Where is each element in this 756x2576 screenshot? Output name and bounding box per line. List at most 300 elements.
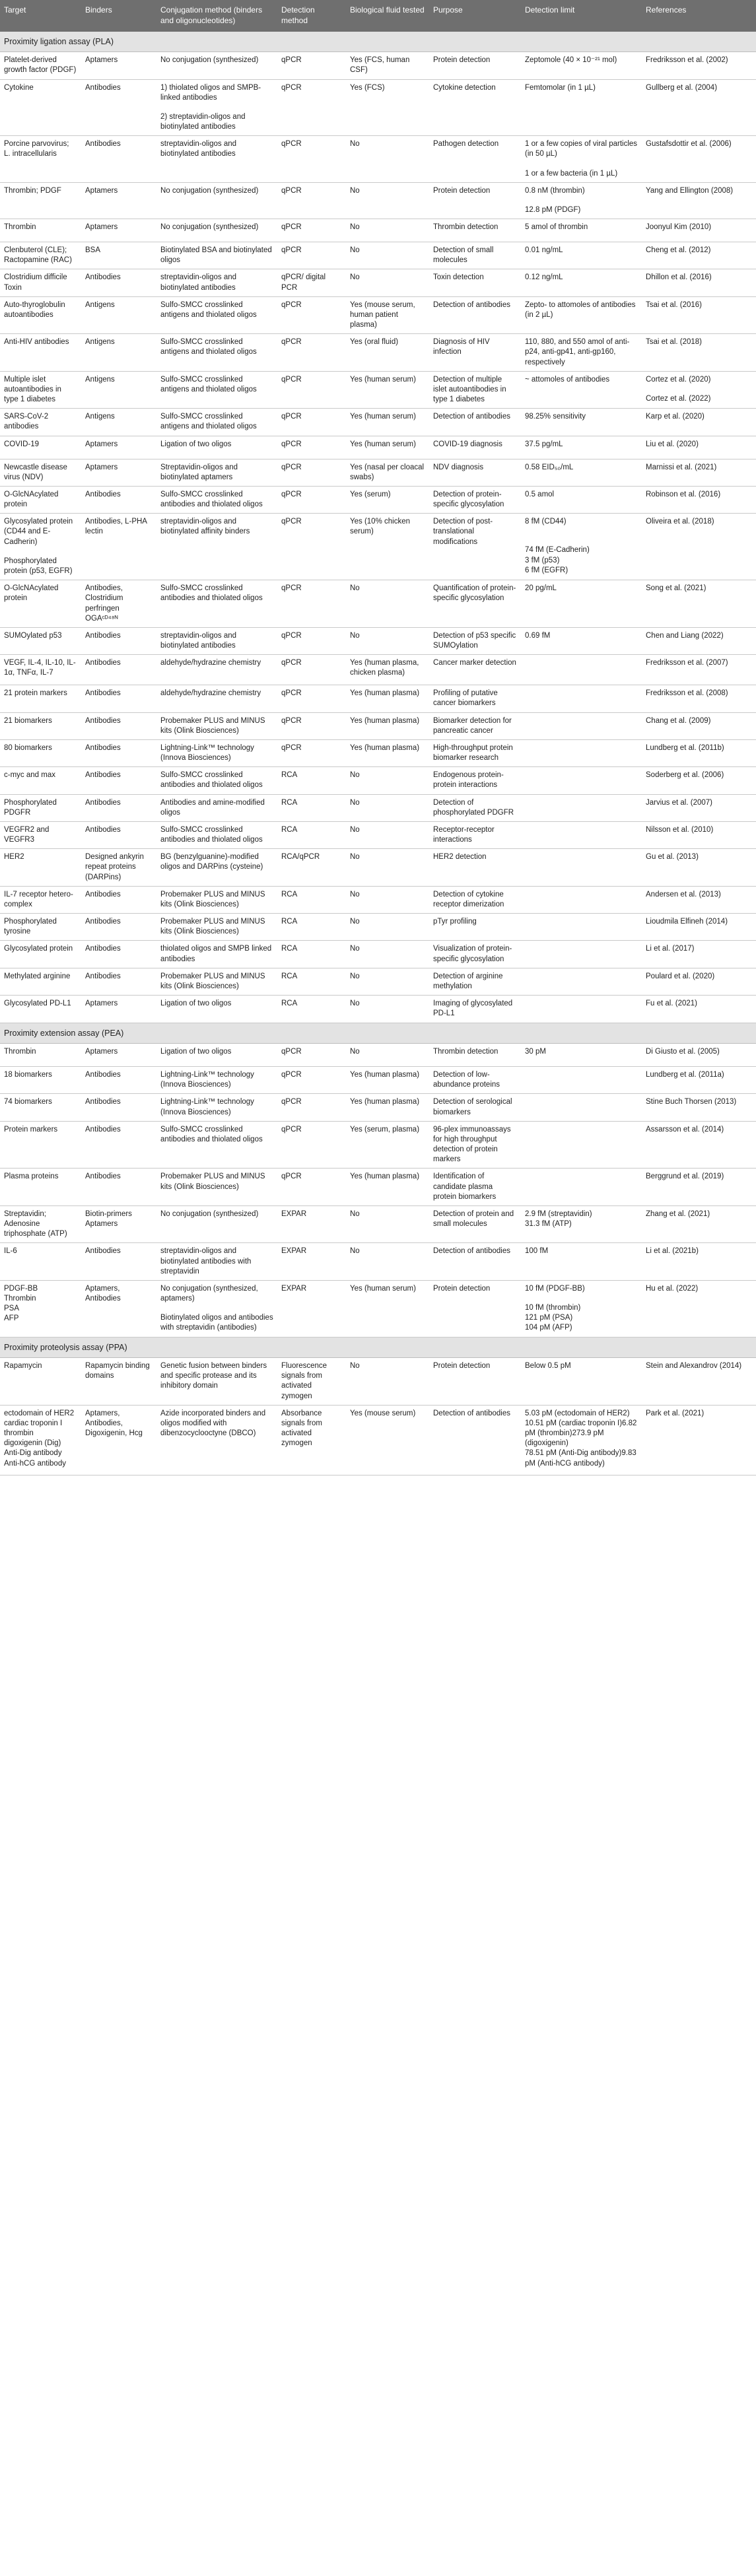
- cell-line: Detection of multiple islet autoantibodies in type 1 diabetes: [433, 375, 506, 404]
- cell-detection-method: [277, 1121, 346, 1169]
- cell-line: Aptamers: [85, 186, 118, 195]
- cell-detection-limit: [521, 712, 642, 739]
- cell-line: Glycosylated protein: [4, 945, 73, 953]
- cell-purpose: [429, 1044, 521, 1067]
- cell-line: Lundberg et al. (2011a): [646, 1071, 724, 1079]
- cell-line: Aptamers: [85, 440, 118, 448]
- cell-line: qPCR: [281, 1071, 302, 1079]
- cell-line: Marnissi et al. (2021): [646, 463, 717, 471]
- table-row: [0, 685, 756, 712]
- cell-line: Detection of antibodies: [433, 1247, 510, 1256]
- cell-line: Chang et al. (2009): [646, 716, 711, 725]
- cell-detection-limit: [521, 514, 642, 580]
- cell-line: 2) streptavidin-oligos and biotinylated antibodies: [160, 112, 246, 131]
- cell-detection-limit: [521, 296, 642, 334]
- cell-purpose: [429, 712, 521, 739]
- cell-line: qPCR: [281, 463, 302, 471]
- cell-detection-limit: [521, 52, 642, 79]
- cell-binders: [81, 1358, 156, 1406]
- cell-purpose: [429, 941, 521, 968]
- cell-line: Antigens: [85, 375, 115, 384]
- cell-line: qPCR: [281, 440, 302, 448]
- cell-line: Receptor-receptor interactions: [433, 825, 495, 844]
- cell-target: [0, 371, 81, 409]
- section-title: Proximity proteolysis assay (PPA): [0, 1337, 756, 1358]
- cell-line: EXPAR: [281, 1284, 307, 1293]
- cell-line: qPCR: [281, 689, 302, 698]
- header-target: Target: [0, 0, 81, 32]
- cell-line: [525, 196, 638, 205]
- cell-fluid: [346, 486, 429, 513]
- cell-line: Diagnosis of HIV infection: [433, 338, 490, 356]
- cell-binders: [81, 182, 156, 219]
- cell-detection-method: [277, 1169, 346, 1206]
- table-row: [0, 1358, 756, 1406]
- table-row: [0, 914, 756, 941]
- cell-fluid: [346, 409, 429, 436]
- cell-line: streptavidin-oligos and biotinylated antibodies: [160, 631, 237, 650]
- cell-line: Antibodies: [85, 825, 121, 834]
- cell-line: No: [350, 1362, 360, 1371]
- cell-line: Thrombin detection: [433, 1048, 498, 1056]
- cell-line: Identification of candidate plasma protein biomarkers: [433, 1172, 497, 1201]
- cell-fluid: [346, 79, 429, 136]
- cell-line: EXPAR: [281, 1247, 307, 1256]
- cell-purpose: [429, 409, 521, 436]
- cell-line: 0.8 nM (thrombin): [525, 186, 585, 195]
- cell-line: Ligation of two oligos: [160, 440, 232, 448]
- cell-line: Jarvius et al. (2007): [646, 798, 712, 807]
- cell-detection-method: [277, 459, 346, 486]
- cell-line: Soderberg et al. (2006): [646, 771, 724, 780]
- cell-fluid: [346, 685, 429, 712]
- cell-line: qPCR: [281, 338, 302, 347]
- cell-line: Cheng et al. (2012): [646, 246, 711, 255]
- cell-line: Lightning-Link™ technology (Innova Biosciences): [160, 743, 254, 763]
- cell-line: 110, 880, and 550 amol of anti-p24, anti-gp41, anti-gp160, respectively: [525, 338, 630, 366]
- table-row: [0, 296, 756, 334]
- cell-detection-method: [277, 849, 346, 887]
- cell-detection-method: [277, 655, 346, 685]
- cell-conjugation: [156, 1243, 277, 1281]
- cell-binders: [81, 655, 156, 685]
- cell-detection-method: [277, 685, 346, 712]
- cell-line: Probemaker PLUS and MINUS kits (Olink Biosciences): [160, 972, 265, 990]
- cell-line: [525, 890, 638, 899]
- cell-line: Antibodies: [85, 273, 121, 282]
- cell-line: Rapamycin binding domains: [85, 1362, 150, 1380]
- cell-conjugation: [156, 914, 277, 941]
- cell-line: Detection of small molecules: [433, 246, 494, 265]
- cell-detection-method: [277, 886, 346, 913]
- cell-line: Antigens: [85, 413, 115, 421]
- cell-target: [0, 1169, 81, 1206]
- cell-purpose: [429, 739, 521, 766]
- cell-target: [0, 1243, 81, 1281]
- cell-line: Endogenous protein-protein interactions: [433, 771, 504, 790]
- cell-detection-method: [277, 767, 346, 794]
- cell-line: Cortez et al. (2020): [646, 375, 711, 384]
- cell-line: No: [350, 631, 360, 640]
- cell-line: Fredriksson et al. (2007): [646, 659, 728, 667]
- cell-conjugation: [156, 242, 277, 269]
- cell-line: [525, 825, 638, 834]
- cell-conjugation: [156, 627, 277, 654]
- cell-target: [0, 219, 81, 242]
- cell-line: Absorbance signals from activated zymogen: [281, 1409, 322, 1448]
- cell-line: No: [350, 186, 360, 195]
- cell-line: No: [350, 918, 360, 926]
- cell-line: Auto-thyroglobulin autoantibodies: [4, 300, 65, 319]
- cell-line: Fredriksson et al. (2008): [646, 689, 728, 698]
- cell-detection-limit: [521, 849, 642, 887]
- cell-fluid: [346, 968, 429, 995]
- cell-line: No: [350, 584, 360, 593]
- cell-purpose: [429, 794, 521, 821]
- cell-purpose: [429, 849, 521, 887]
- cell-fluid: [346, 914, 429, 941]
- cell-detection-method: [277, 794, 346, 821]
- cell-fluid: [346, 794, 429, 821]
- cell-line: No: [350, 246, 360, 255]
- cell-line: Anti-Dig antibody: [4, 1449, 62, 1458]
- cell-target: [0, 409, 81, 436]
- table-row: [0, 1280, 756, 1337]
- cell-line: Yes (FCS, human CSF): [350, 56, 410, 75]
- cell-fluid: [346, 1121, 429, 1169]
- cell-line: RCA: [281, 771, 298, 780]
- cell-purpose: [429, 52, 521, 79]
- cell-target: [0, 334, 81, 372]
- cell-line: Pathogen detection: [433, 140, 499, 149]
- cell-line: Antibodies: [85, 716, 121, 725]
- cell-line: qPCR: [281, 490, 302, 498]
- table-row: [0, 1094, 756, 1121]
- cell-line: Antibodies: [85, 918, 121, 926]
- cell-line: HER2 detection: [433, 853, 487, 862]
- cell-line: Park et al. (2021): [646, 1409, 704, 1417]
- cell-line: No: [350, 771, 360, 780]
- cell-binders: [81, 767, 156, 794]
- header-binders: Binders: [81, 0, 156, 32]
- cell-line: Yes (serum): [350, 490, 391, 498]
- cell-line: [525, 944, 638, 953]
- cell-line: Thrombin; PDGF: [4, 186, 61, 195]
- cell-purpose: [429, 459, 521, 486]
- cell-line: IL-7 receptor hetero-complex: [4, 890, 73, 908]
- cell-line: Detection of serological biomarkers: [433, 1098, 512, 1116]
- cell-line: Andersen et al. (2013): [646, 890, 721, 898]
- cell-binders: [81, 459, 156, 486]
- cell-detection-method: [277, 580, 346, 628]
- cell-detection-method: [277, 739, 346, 766]
- cell-conjugation: [156, 996, 277, 1023]
- cell-line: RCA: [281, 890, 298, 898]
- cell-reference: [642, 712, 756, 739]
- cell-line: Gu et al. (2013): [646, 853, 699, 862]
- cell-detection-limit: [521, 767, 642, 794]
- cell-conjugation: [156, 1169, 277, 1206]
- cell-line: RCA: [281, 1000, 298, 1008]
- cell-line: Detection of low-abundance proteins: [433, 1071, 500, 1089]
- cell-line: Yes (human plasma): [350, 1172, 420, 1181]
- cell-line: Streptavidin; Adenosine triphosphate (ATP): [4, 1209, 67, 1238]
- cell-fluid: [346, 627, 429, 654]
- cell-conjugation: [156, 712, 277, 739]
- cell-fluid: [346, 219, 429, 242]
- cell-line: Antigens: [85, 300, 115, 309]
- cell-line: Thrombin: [4, 1048, 36, 1056]
- cell-line: Thrombin: [4, 1295, 36, 1303]
- cell-line: 98.25% sensitivity: [525, 413, 586, 421]
- cell-detection-limit: [521, 409, 642, 436]
- cell-detection-method: [277, 486, 346, 513]
- cell-detection-limit: [521, 914, 642, 941]
- cell-line: No: [350, 1000, 360, 1008]
- cell-purpose: [429, 1121, 521, 1169]
- cell-reference: [642, 1169, 756, 1206]
- cell-line: Dhillon et al. (2016): [646, 273, 712, 282]
- cell-line: Antibodies: [85, 83, 121, 92]
- cell-fluid: [346, 371, 429, 409]
- cell-conjugation: [156, 941, 277, 968]
- section-row: [0, 1337, 756, 1358]
- cell-binders: [81, 242, 156, 269]
- cell-line: Gullberg et al. (2004): [646, 83, 718, 92]
- table-row: [0, 242, 756, 269]
- cell-conjugation: [156, 886, 277, 913]
- cell-line: Tsai et al. (2016): [646, 300, 703, 309]
- cell-line: RCA: [281, 918, 298, 926]
- cell-reference: [642, 1405, 756, 1475]
- cell-line: Antibodies: [85, 1125, 121, 1134]
- table-row: [0, 486, 756, 513]
- cell-purpose: [429, 968, 521, 995]
- cell-line: O-GlcNAcylated protein: [4, 584, 59, 603]
- cell-line: No conjugation (synthesized): [160, 1209, 259, 1218]
- cell-line: qPCR: [281, 1125, 302, 1134]
- cell-conjugation: [156, 655, 277, 685]
- cell-conjugation: [156, 436, 277, 459]
- cell-purpose: [429, 1280, 521, 1337]
- cell-line: [525, 1070, 638, 1079]
- cell-line: 80 biomarkers: [4, 743, 52, 752]
- cell-purpose: [429, 1205, 521, 1243]
- cell-line: Detection of phosphorylated PDGFR: [433, 798, 514, 817]
- cell-line: Berggrund et al. (2019): [646, 1172, 724, 1181]
- cell-detection-limit: [521, 1405, 642, 1475]
- cell-detection-method: [277, 712, 346, 739]
- cell-detection-method: [277, 136, 346, 183]
- cell-reference: [642, 849, 756, 887]
- cell-line: [160, 1304, 273, 1313]
- cell-line: Detection of antibodies: [433, 300, 510, 309]
- cell-purpose: [429, 821, 521, 848]
- cell-reference: [642, 996, 756, 1023]
- table-row: [0, 79, 756, 136]
- cell-target: [0, 1094, 81, 1121]
- cell-line: No: [350, 1209, 360, 1218]
- cell-line: [525, 160, 638, 169]
- cell-fluid: [346, 1358, 429, 1406]
- cell-line: qPCR: [281, 743, 302, 752]
- cell-target: [0, 580, 81, 628]
- cell-line: Antibodies: [85, 945, 121, 953]
- cell-line: No: [350, 1048, 360, 1056]
- header-purpose: Purpose: [429, 0, 521, 32]
- cell-conjugation: [156, 1067, 277, 1094]
- cell-binders: [81, 821, 156, 848]
- cell-detection-method: [277, 1094, 346, 1121]
- cell-line: 30 pM: [525, 1048, 546, 1056]
- cell-line: HER2: [4, 853, 24, 862]
- cell-line: Ligation of two oligos: [160, 1048, 232, 1056]
- table-row: [0, 1169, 756, 1206]
- cell-target: [0, 1121, 81, 1169]
- cell-fluid: [346, 296, 429, 334]
- cell-line: Zepto- to attomoles of antibodies (in 2 µL): [525, 300, 636, 319]
- cell-line: Detection of antibodies: [433, 1409, 510, 1417]
- cell-line: [525, 1294, 638, 1303]
- cell-fluid: [346, 941, 429, 968]
- cell-line: Anti-hCG antibody: [4, 1459, 66, 1468]
- cell-line: Aptamers: [85, 56, 118, 65]
- cell-detection-limit: [521, 486, 642, 513]
- cell-line: 1 or a few copies of viral particles (in 50 µL): [525, 140, 638, 158]
- cell-line: Probemaker PLUS and MINUS kits (Olink Biosciences): [160, 890, 265, 908]
- section-title: Proximity ligation assay (PLA): [0, 32, 756, 52]
- cell-line: Thrombin detection: [433, 223, 498, 232]
- cell-line: Liu et al. (2020): [646, 440, 699, 448]
- cell-line: Glycosylated protein (CD44 and E-Cadherin): [4, 518, 73, 546]
- cell-target: [0, 1358, 81, 1406]
- cell-fluid: [346, 436, 429, 459]
- cell-purpose: [429, 182, 521, 219]
- cell-purpose: [429, 514, 521, 580]
- cell-line: Yes (human serum): [350, 1284, 416, 1293]
- cell-line: Antibodies: [85, 743, 121, 752]
- cell-line: Protein detection: [433, 56, 491, 65]
- cell-fluid: [346, 136, 429, 183]
- cell-line: Porcine parvovirus; L. intracellularis: [4, 140, 69, 158]
- cell-line: Yes (nasal per cloacal swabs): [350, 463, 425, 481]
- cell-line: [525, 689, 638, 698]
- cell-binders: [81, 296, 156, 334]
- cell-target: [0, 1205, 81, 1243]
- table-row: [0, 968, 756, 995]
- cell-detection-limit: [521, 79, 642, 136]
- cell-conjugation: [156, 514, 277, 580]
- cell-reference: [642, 739, 756, 766]
- cell-fluid: [346, 580, 429, 628]
- header-conjugation-method: Conjugation method (binders and oligonucleotides): [156, 0, 277, 32]
- cell-binders: [81, 685, 156, 712]
- cell-detection-method: [277, 914, 346, 941]
- cell-detection-limit: [521, 1280, 642, 1337]
- table-row: [0, 767, 756, 794]
- cell-line: [525, 1125, 638, 1134]
- cell-detection-limit: [521, 655, 642, 685]
- cell-reference: [642, 968, 756, 995]
- table-row: [0, 886, 756, 913]
- cell-binders: [81, 1280, 156, 1337]
- cell-line: thiolated oligos and SMPB linked antibodies: [160, 945, 272, 963]
- cell-fluid: [346, 886, 429, 913]
- cell-line: Yes (serum, plasma): [350, 1125, 420, 1134]
- cell-line: Stein and Alexandrov (2014): [646, 1362, 742, 1371]
- cell-purpose: [429, 269, 521, 296]
- cell-line: Protein detection: [433, 1362, 491, 1371]
- table-row: [0, 739, 756, 766]
- cell-detection-limit: [521, 1121, 642, 1169]
- cell-line: ectodomain of HER2: [4, 1409, 75, 1417]
- cell-binders: [81, 1169, 156, 1206]
- cell-binders: [81, 436, 156, 459]
- cell-binders: [81, 941, 156, 968]
- cell-reference: [642, 1094, 756, 1121]
- cell-detection-method: [277, 296, 346, 334]
- cell-line: NDV diagnosis: [433, 463, 484, 471]
- cell-detection-method: [277, 242, 346, 269]
- cell-line: 100 fM: [525, 1247, 549, 1256]
- cell-line: Toxin detection: [433, 273, 484, 282]
- cell-reference: [642, 371, 756, 409]
- cell-reference: [642, 821, 756, 848]
- cell-line: Platelet-derived growth factor (PDGF): [4, 56, 77, 75]
- cell-reference: [642, 296, 756, 334]
- cell-line: VEGFR2 and VEGFR3: [4, 825, 50, 844]
- cell-line: c-myc and max: [4, 771, 55, 780]
- cell-reference: [642, 514, 756, 580]
- header-detection-limit: Detection limit: [521, 0, 642, 32]
- cell-line: No: [350, 890, 360, 898]
- cell-reference: [642, 1205, 756, 1243]
- cell-line: No conjugation (synthesized): [160, 56, 259, 65]
- cell-detection-limit: [521, 580, 642, 628]
- table-row: [0, 136, 756, 183]
- cell-line: 8 fM (CD44): [525, 518, 567, 526]
- cell-fluid: [346, 767, 429, 794]
- table-row: [0, 941, 756, 968]
- cell-line: 21 protein markers: [4, 689, 67, 698]
- cell-line: O-GlcNAcylated protein: [4, 490, 59, 509]
- cell-line: Aptamers, Antibodies: [85, 1284, 121, 1303]
- cell-target: [0, 296, 81, 334]
- cell-line: qPCR: [281, 140, 302, 149]
- cell-purpose: [429, 242, 521, 269]
- cell-binders: [81, 968, 156, 995]
- cell-line: qPCR: [281, 56, 302, 65]
- cell-line: 0.5 amol: [525, 490, 555, 498]
- cell-line: 37.5 pg/mL: [525, 440, 563, 448]
- cell-line: 0.01 ng/mL: [525, 246, 563, 255]
- cell-line: [525, 999, 638, 1008]
- cell-line: streptavidin-oligos and biotinylated antibodies: [160, 140, 237, 158]
- cell-reference: [642, 1280, 756, 1337]
- cell-binders: [81, 849, 156, 887]
- cell-line: Phosphorylated tyrosine: [4, 918, 57, 936]
- cell-fluid: [346, 1243, 429, 1281]
- cell-fluid: [346, 242, 429, 269]
- cell-purpose: [429, 580, 521, 628]
- table-row: [0, 1405, 756, 1475]
- cell-line: qPCR: [281, 246, 302, 255]
- cell-reference: [642, 486, 756, 513]
- cell-detection-limit: [521, 821, 642, 848]
- cell-line: Sulfo-SMCC crosslinked antibodies and thiolated oligos: [160, 771, 263, 790]
- cell-line: digoxigenin (Dig): [4, 1439, 61, 1448]
- cell-line: No: [350, 273, 360, 282]
